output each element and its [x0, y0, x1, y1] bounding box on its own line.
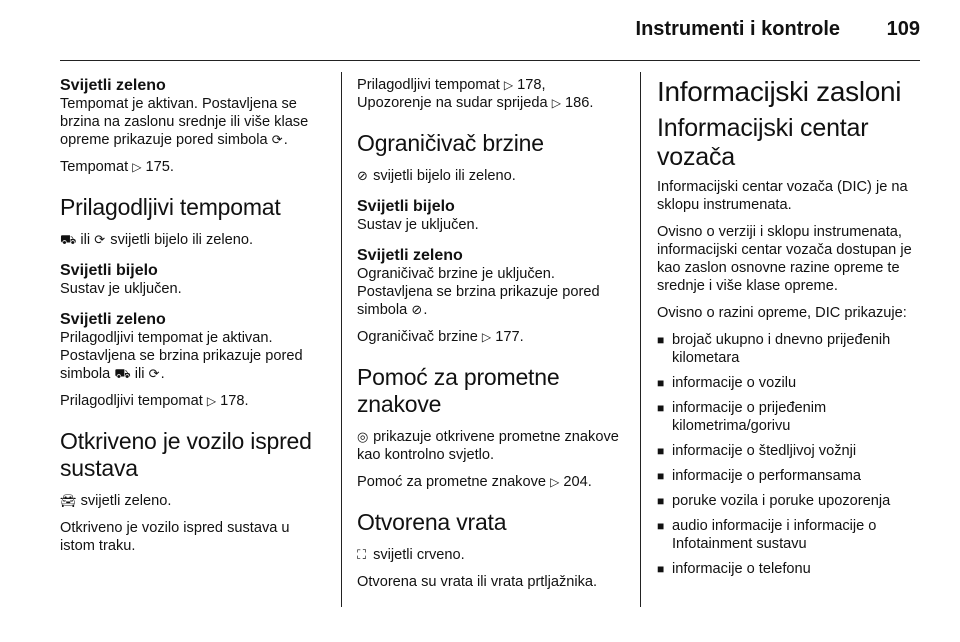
column-1 [60, 76, 328, 564]
page-number: 109 [886, 18, 920, 40]
paragraph: ◎ prikazuje otkrivene prometne znakove kao kontrolno svjetlo. [357, 429, 619, 463]
heading-informacijski-zasloni: Informacijski zasloni [657, 76, 902, 107]
column-divider-2 [640, 72, 641, 607]
adaptive-cruise-icon: ⛟ [60, 232, 77, 247]
bullet-icon: ■ [657, 401, 665, 415]
list-item: ■ informacije o prijeđenim kilometrima/gorivu [657, 400, 827, 434]
paragraph: Prilagodljivi tempomat je aktivan. Postavljena se brzina prikazuje pored simbola ⛟ ili ⟳. [60, 330, 303, 382]
paragraph: Informacijski centar vozača (DIC) je na sklopu instrumenata. [657, 179, 908, 213]
bullet-icon: ■ [657, 333, 665, 347]
cross-reference: Upozorenje na sudar sprijeda ▷ 186. [357, 95, 594, 111]
list-item: ■ poruke vozila i poruke upozorenja [657, 493, 891, 509]
heading-svijetli-zeleno: Svijetli zeleno [60, 77, 166, 94]
paragraph: Otvorena su vrata ili vrata prtljažnika. [357, 574, 598, 590]
paragraph: Sustav je uključen. [357, 217, 479, 233]
cruise-control-icon: ⟳ [271, 132, 283, 147]
reference-arrow-icon: ▷ [206, 394, 217, 408]
list-item: ■ informacije o performansama [657, 468, 861, 484]
header-title: Instrumenti i kontrole [635, 18, 840, 40]
heading-svijetli-bijelo: Svijetli bijelo [60, 262, 158, 279]
heading-svijetli-bijelo: Svijetli bijelo [357, 198, 455, 215]
traffic-sign-icon: ◎ [357, 429, 369, 444]
speed-limiter-icon: ⊘ [411, 302, 423, 317]
door-open-icon: ⛶ [357, 547, 367, 562]
list-item: ■ informacije o štedljivoj vožnji [657, 443, 857, 459]
paragraph: Ograničivač brzine je uključen. Postavljena se brzina prikazuje pored simbola ⊘. [357, 266, 600, 318]
paragraph: Ovisno o verziji i sklopu instrumenata, informacijski centar vozača dostupan je kao zaslon osnovne razine opreme te srednje i više klase opreme. [657, 224, 912, 294]
list-item: ■ brojač ukupno i dnevno prijeđenih kilometara [657, 332, 891, 366]
column-2 [357, 76, 625, 600]
page-header [0, 0, 960, 62]
heading-ogranicivac-brzine: Ograničivač brzine [357, 130, 544, 156]
cross-reference: Prilagodljivi tempomat ▷ 178. [60, 393, 249, 409]
bullet-icon: ■ [657, 444, 665, 458]
header-rule [60, 60, 920, 61]
paragraph: Tempomat je aktivan. Postavljena se brzina na zaslonu srednje ili više klase opreme prikazuje pored simbola ⟳. [60, 96, 309, 148]
paragraph: Sustav je uključen. [60, 281, 182, 297]
paragraph: ⛶ svijetli crveno. [357, 547, 465, 563]
heading-informacijski-centar: Informacijski centar vozača [657, 114, 869, 171]
cross-reference: Prilagodljivi tempomat ▷ 178, [357, 77, 546, 93]
heading-svijetli-zeleno: Svijetli zeleno [357, 247, 463, 264]
paragraph: Ovisno o razini opreme, DIC prikazuje: [657, 305, 907, 321]
heading-svijetli-zeleno: Svijetli zeleno [60, 311, 166, 328]
dic-feature-list [657, 331, 925, 578]
bullet-icon: ■ [657, 494, 665, 508]
heading-pomoc-prometne-znakove: Pomoć za prometne znakove [357, 364, 560, 417]
list-item: ■ informacije o telefonu [657, 561, 811, 577]
cruise-control-icon: ⟳ [148, 366, 160, 381]
paragraph: 🚘︎ svijetli zeleno. [60, 493, 172, 509]
bullet-icon: ■ [657, 519, 665, 533]
bullet-icon: ■ [657, 469, 665, 483]
reference-arrow-icon: ▷ [132, 160, 142, 174]
reference-arrow-icon: ▷ [481, 330, 492, 344]
cross-reference: Pomoć za prometne znakove ▷ 204. [357, 474, 592, 490]
paragraph: ⛟ ili ⟳ svijetli bijelo ili zeleno. [60, 232, 254, 248]
adaptive-cruise-icon: ⛟ [114, 366, 131, 381]
cross-reference: Tempomat ▷ 175. [60, 159, 174, 175]
column-divider-1 [341, 72, 342, 607]
reference-arrow-icon: ▷ [550, 475, 560, 489]
column-3 [657, 76, 925, 585]
paragraph: Otkriveno je vozilo ispred sustava u istom traku. [60, 520, 290, 554]
list-item: ■ audio informacije i informacije o Infotainment sustavu [657, 518, 877, 552]
list-item: ■ informacije o vozilu [657, 375, 797, 391]
bullet-icon: ■ [657, 562, 665, 576]
reference-arrow-icon: ▷ [503, 78, 514, 92]
reference-arrow-icon: ▷ [551, 96, 561, 110]
speed-limiter-icon: ⊘ [357, 168, 368, 183]
cross-reference: Ograničivač brzine ▷ 177. [357, 329, 524, 345]
paragraph: ⊘ svijetli bijelo ili zeleno. [357, 168, 516, 184]
cruise-control-icon: ⟳ [94, 232, 106, 247]
heading-otvorena-vrata: Otvorena vrata [357, 509, 507, 535]
bullet-icon: ■ [657, 376, 665, 390]
heading-otkriveno-vozilo: Otkriveno je vozilo ispred sustava [60, 428, 312, 481]
heading-prilagodljivi-tempomat: Prilagodljivi tempomat [60, 194, 281, 220]
vehicle-ahead-icon: 🚘︎ [60, 493, 77, 508]
